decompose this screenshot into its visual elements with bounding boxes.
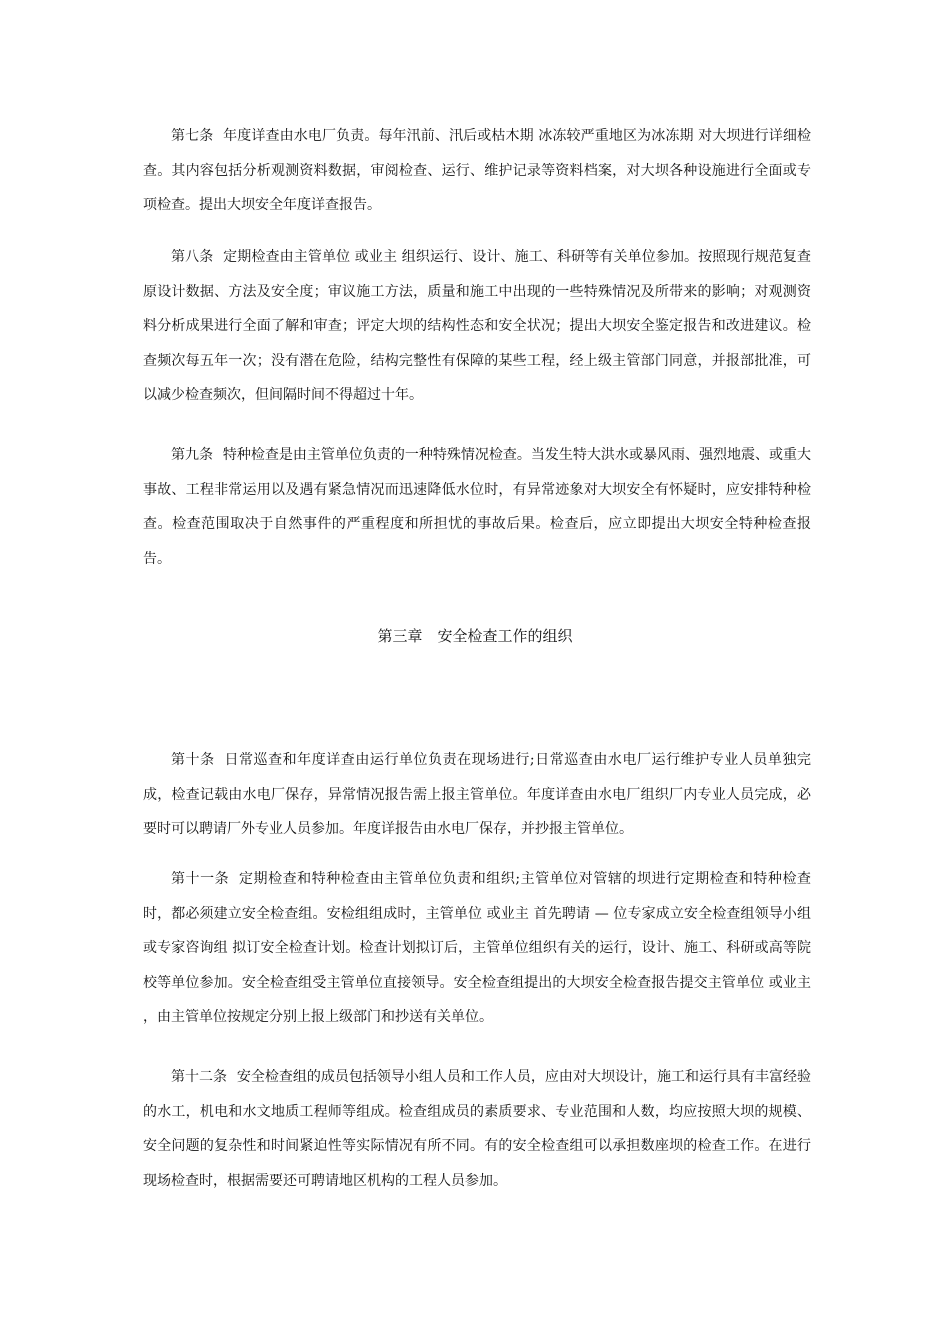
article-text: 年度详查由水电厂负责。每年汛前、汛后或枯木期 冰冻较严重地区为冰冻期 对大坝进行详细检查。其内容包括分析观测资料数据，审阅检查、运行、维护记录等资料档案，对大坝各种设施进行全面或专项检查。提出大坝安全年度详查报告。	[143, 128, 811, 213]
article-text: 定期检查由主管单位 或业主 组织运行、设计、施工、科研等有关单位参加。按照现行规范复查原设计数据、方法及安全度；审议施工方法，质量和施工中出现的一些特殊情况及所带来的影响；对观测资料分析成果进行全面了解和审查；评定大坝的结构性态和安全状况；提出大坝安全鉴定报告和改进建议。检查频次每五年一次；没有潜在危险，结构完整性有保障的某些工程，经上级主管部门同意，并报部批准，可以减少检查频次，但间隔时间不得超过十年。	[143, 249, 811, 403]
article-number: 第十一条	[171, 871, 230, 887]
article-12	[143, 1060, 811, 1198]
article-11	[143, 862, 811, 1035]
article-number: 第八条	[171, 249, 214, 265]
article-text: 特种检查是由主管单位负责的一种特殊情况检查。当发生特大洪水或暴风雨、强烈地震、或重大事故、工程非常运用以及遇有紧急情况而迅速降低水位时，有异常迹象对大坝安全有怀疑时，应安排特种检查。检查范围取决于自然事件的严重程度和所担忧的事故后果。检查后，应立即提出大坝安全特种检查报告。	[143, 447, 811, 567]
article-number: 第九条	[171, 447, 214, 463]
article-text: 日常巡查和年度详查由运行单位负责在现场进行;日常巡查由水电厂运行维护专业人员单独完成，检查记载由水电厂保存，异常情况报告需上报主管单位。年度详查由水电厂组织厂内专业人员完成，必要时可以聘请厂外专业人员参加。年度详报告由水电厂保存，并抄报主管单位。	[143, 752, 811, 837]
chapter-title: 安全检查工作的组织	[437, 627, 573, 645]
chapter-heading	[0, 624, 950, 648]
article-text: 定期检查和特种检查由主管单位负责和组织;主管单位对管辖的坝进行定期检查和特种检查时，都必须建立安全检查组。安检组组成时，主管单位 或业主 首先聘请 — 位专家成立安全检查组领导小组 或专家咨询组 拟订安全检查计划。检查计划拟订后，主管单位组织有关的运行，设计、施工、科研或高等院校等单位参加。安全检查组受主管单位直接领导。安全检查组提出的大坝安全检查报告提交主管单位 或业主 ，由主管单位按规定分别上报上级部门和抄送有关单位。	[143, 871, 811, 1025]
article-number: 第十二条	[171, 1069, 228, 1085]
article-number: 第七条	[171, 128, 214, 144]
article-7	[143, 119, 811, 223]
article-number: 第十条	[171, 752, 215, 768]
article-9	[143, 438, 811, 576]
chapter-number: 第三章	[377, 627, 423, 645]
article-8	[143, 240, 811, 413]
article-text: 安全检查组的成员包括领导小组人员和工作人员，应由对大坝设计，施工和运行具有丰富经验的水工，机电和水文地质工程师等组成。检查组成员的素质要求、专业范围和人数，均应按照大坝的规模、安全问题的复杂性和时间紧迫性等实际情况有所不同。有的安全检查组可以承担数座坝的检查工作。在进行现场检查时，根据需要还可聘请地区机构的工程人员参加。	[143, 1069, 812, 1189]
article-10	[143, 743, 811, 847]
